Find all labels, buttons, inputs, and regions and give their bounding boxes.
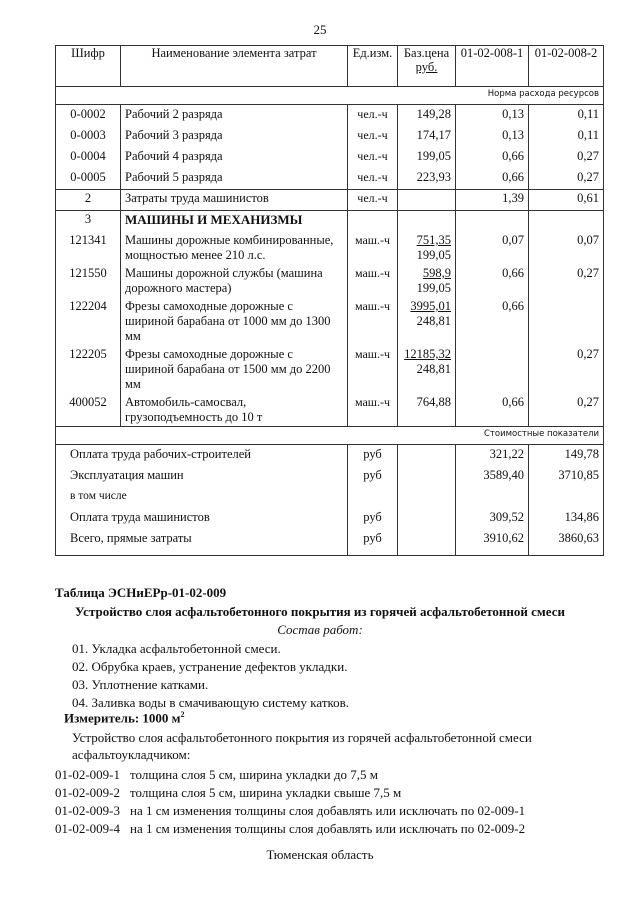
cell-v1: 1,39 [456,190,529,211]
cost-v2: 134,86 [529,508,604,529]
cell-code: 121341 [56,231,121,264]
composition-label: Состав работ: [277,622,363,637]
cell-name: Фрезы самоходные дорожные с шириной барабана от 1000 мм до 1300 мм [121,297,348,345]
header-col2: 01-02-008-2 [529,46,604,87]
cell-unit: маш.-ч [348,264,398,297]
cell-price [398,190,456,211]
header-code: Шифр [56,46,121,87]
section-row-3 [56,211,604,232]
cell-name: Автомобиль-самосвал, грузоподъемность до 10 т [121,393,348,427]
cost-v2: 3710,85 [529,466,604,487]
cell-v2 [529,297,604,345]
table-row [56,264,604,297]
cost-row [56,445,604,467]
cell-v1: 0,13 [456,105,529,127]
cell-v2: 0,11 [529,105,604,127]
cell-price: 149,28 [398,105,456,127]
cell-unit: чел.-ч [348,126,398,147]
resource-table [55,45,604,556]
cost-v2: 3860,63 [529,529,604,556]
cell-unit: чел.-ч [348,147,398,168]
cost-name: Оплата труда машинистов [56,508,348,529]
table-row [56,147,604,168]
cost-row [56,508,604,529]
cell-name: Фрезы самоходные дорожные с шириной барабана от 1500 мм до 2200 мм [121,345,348,393]
cell-v1: 0,13 [456,126,529,147]
work-item: 04. Заливка воды в смачивающую систему катков. [72,695,350,710]
work-item: 02. Обрубка краев, устранение дефектов укладки. [72,659,348,674]
table-row [56,297,604,345]
cell-unit: маш.-ч [348,231,398,264]
cost-unit: руб [348,466,398,487]
description: Устройство слоя асфальтобетонного покрытия из горячей асфальтобетонной смеси асфальтоукладчиком: [72,730,532,762]
header-price: Баз.цена руб. [398,46,456,87]
variant-row: 01-02-009-2 толщина слоя 5 см, ширина укладки свыше 7,5 м [55,785,402,800]
cost-unit: руб [348,508,398,529]
variant-row: 01-02-009-1 толщина слоя 5 см, ширина укладки до 7,5 м [55,767,378,782]
cost-price [398,508,456,529]
section-title: Устройство слоя асфальтобетонного покрытия из горячей асфальтобетонной смеси [75,604,565,619]
section-row-2 [56,190,604,211]
cell-unit: чел.-ч [348,168,398,190]
band-costs: Стоимостные показатели [56,427,604,445]
section-title: МАШИНЫ И МЕХАНИЗМЫ [121,211,348,232]
cell-name: Машины дорожной службы (машина дорожного мастера) [121,264,348,297]
cell-unit: маш.-ч [348,345,398,393]
cost-price [398,466,456,487]
table-row [56,231,604,264]
cell-code: 3 [56,211,121,232]
cost-row [56,466,604,487]
cell-price: 199,05 [398,147,456,168]
cell-unit: маш.-ч [348,297,398,345]
cell-v1 [456,345,529,393]
cell-name: Рабочий 2 разряда [121,105,348,127]
cell-code: 0-0003 [56,126,121,147]
cell-price: 12185,32 248,81 [398,345,456,393]
work-item: 01. Укладка асфальтобетонной смеси. [72,641,281,656]
work-item: 03. Уплотнение катками. [72,677,209,692]
cell-unit: чел.-ч [348,105,398,127]
cell-v2: 0,11 [529,126,604,147]
cell-name: Рабочий 5 разряда [121,168,348,190]
cell-v2: 0,07 [529,231,604,264]
cell-name: Рабочий 4 разряда [121,147,348,168]
cost-unit: руб [348,529,398,556]
cell-v1: 0,66 [456,297,529,345]
cell-v2: 0,27 [529,264,604,297]
footer-region: Тюменская область [266,847,374,862]
table-row [56,105,604,127]
table-row [56,126,604,147]
table-row [56,393,604,427]
cell-v1: 0,66 [456,393,529,427]
meter-label: Измеритель: 1000 $м^2$ [64,710,185,726]
cell-price: 598,9 199,05 [398,264,456,297]
variant-row: 01-02-009-3 на 1 см изменения толщины слоя добавлять или исключать по 02-009-1 [55,803,526,818]
header-unit: Ед.изм. [348,46,398,87]
header-name: Наименование элемента затрат [121,46,348,87]
cell-v1: 0,66 [456,147,529,168]
table-row [56,345,604,393]
cost-price [398,529,456,556]
cell-v2: 0,27 [529,168,604,190]
cost-unit [348,487,398,508]
cell-code: 122204 [56,297,121,345]
header-col1: 01-02-008-1 [456,46,529,87]
cell-code: 0-0004 [56,147,121,168]
cell-code: 0-0002 [56,105,121,127]
cost-name: Всего, прямые затраты [56,529,348,556]
cost-row [56,487,604,508]
cell-code: 122205 [56,345,121,393]
cell-unit: чел.-ч [348,190,398,211]
cell-unit: маш.-ч [348,393,398,427]
cell-code: 400052 [56,393,121,427]
band-resources: Норма расхода ресурсов [56,87,604,105]
cell-name: Машины дорожные комбинированные, мощностью менее 210 л.с. [121,231,348,264]
cell-v2: 0,27 [529,147,604,168]
page-number: 25 [313,22,327,37]
cost-v1: 321,22 [456,445,529,467]
cell-code: 121550 [56,264,121,297]
table-row [56,168,604,190]
cell-price: 223,93 [398,168,456,190]
cost-name: в том числе [56,487,348,508]
cost-v2: 149,78 [529,445,604,467]
cost-name: Оплата труда рабочих-строителей [56,445,348,467]
cell-price: 3995,01 248,81 [398,297,456,345]
cell-name: Рабочий 3 разряда [121,126,348,147]
cell-v2: 0,27 [529,345,604,393]
cell-code: 2 [56,190,121,211]
cost-price [398,445,456,467]
cost-v1 [456,487,529,508]
table-id: Таблица ЭСНиЕРр-01-02-009 [55,585,227,600]
cost-v2 [529,487,604,508]
cost-v1: 3589,40 [456,466,529,487]
cost-unit: руб [348,445,398,467]
variant-row: 01-02-009-4 на 1 см изменения толщины слоя добавлять или исключать по 02-009-2 [55,821,526,836]
cell-v1: 0,07 [456,231,529,264]
cost-row [56,529,604,556]
cell-code: 0-0005 [56,168,121,190]
cost-v1: 309,52 [456,508,529,529]
table-header-row [56,46,604,87]
cost-price [398,487,456,508]
cost-v1: 3910,62 [456,529,529,556]
cell-v1: 0,66 [456,264,529,297]
cell-v2: 0,61 [529,190,604,211]
cell-v1: 0,66 [456,168,529,190]
cell-v2: 0,27 [529,393,604,427]
cell-price: 764,88 [398,393,456,427]
cost-name: Эксплуатация машин [56,466,348,487]
cell-name: Затраты труда машинистов [121,190,348,211]
cell-price: 174,17 [398,126,456,147]
cell-price: 751,35 199,05 [398,231,456,264]
